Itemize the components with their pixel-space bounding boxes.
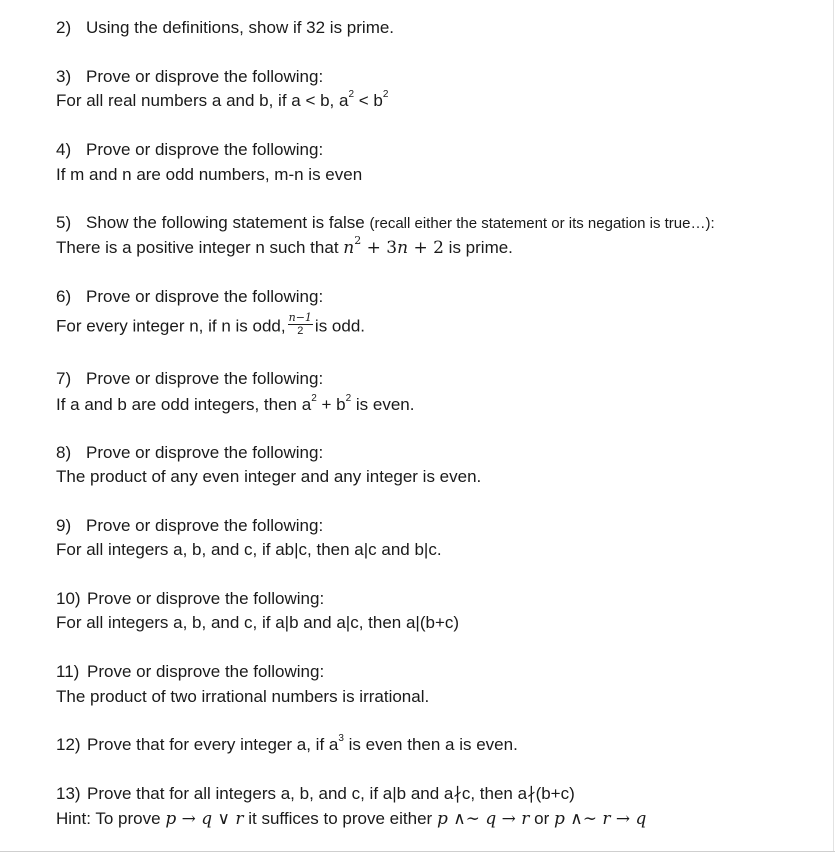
math-expression: p → q ∨ r — [165, 809, 244, 829]
problem-number: 11) — [56, 662, 80, 681]
problem-9-statement: For all integers a, b, and c, if ab|c, then a|c and b|c. — [56, 540, 442, 559]
problem-7-title — [56, 368, 323, 390]
exponent: 2 — [311, 393, 317, 405]
problem-number: 9) — [56, 516, 72, 535]
problem-number: 7) — [56, 369, 72, 388]
problem-6-title — [56, 286, 323, 308]
problem-12-title — [56, 734, 518, 756]
statement-text: + b — [316, 395, 346, 414]
statement-text: For every integer n, if n is odd, — [56, 316, 286, 336]
problem-text: Using the definitions, show if 32 is prime. — [86, 18, 395, 37]
exponent: 2 — [348, 89, 355, 101]
problem-7-statement — [56, 394, 414, 416]
problem-5-title — [56, 212, 715, 235]
problem-note: (recall either the statement or its negation is true…): — [369, 215, 715, 232]
statement-text: is prime. — [448, 238, 513, 257]
statement-text: If a and b are odd integers, then a — [56, 395, 312, 414]
problem-4-statement: If m and n are odd numbers, m-n is even — [56, 165, 363, 184]
problem-11-title — [56, 661, 324, 683]
problem-6-statement — [56, 311, 366, 340]
problem-8-statement: The product of any even integer and any integer is even. — [56, 467, 482, 486]
problem-13-hint — [56, 808, 646, 830]
statement-text: is odd. — [314, 316, 366, 336]
problem-3-statement — [56, 90, 388, 112]
problem-text: Prove or disprove the following: — [86, 287, 324, 306]
problem-text: Prove or disprove the following: — [86, 67, 324, 86]
statement-text: For all real numbers a and b, if a < b, a — [56, 91, 349, 110]
problem-text: Prove that for all integers a, b, and c, if a|b and a∤c, then a∤(b+c) — [87, 784, 575, 803]
math-expression: p ∧∼ q → r — [436, 809, 530, 829]
page-bottom-divider — [0, 851, 835, 852]
problem-3-title — [56, 66, 323, 88]
problem-text: Prove or disprove the following: — [86, 369, 324, 388]
problem-text: Prove or disprove the following: — [86, 443, 324, 462]
problem-4-title — [56, 139, 323, 161]
hint-text: Hint: To prove — [56, 809, 161, 828]
statement-text: < b — [354, 91, 383, 110]
problem-text: Show the following statement is false — [86, 213, 365, 232]
problem-text: Prove or disprove the following: — [87, 589, 325, 608]
problem-9-title — [56, 515, 323, 537]
problem-10-title — [56, 588, 324, 610]
problem-number: 8) — [56, 443, 72, 462]
math-expression: p ∧∼ r → q — [553, 809, 647, 829]
problem-5-statement — [56, 234, 513, 259]
statement-text: is even. — [351, 395, 415, 414]
exponent: 2 — [382, 89, 389, 101]
problem-text: Prove or disprove the following: — [87, 662, 325, 681]
problem-number: 13) — [56, 784, 81, 803]
problem-2-title — [56, 17, 394, 39]
problem-number: 2) — [56, 18, 72, 37]
statement-text: There is a positive integer n such that — [56, 238, 339, 257]
problem-number: 5) — [56, 213, 72, 232]
problem-10-statement: For all integers a, b, and c, if a|b and a|c, then a|(b+c) — [56, 613, 460, 632]
problem-text: Prove that for every integer a, if a — [87, 735, 339, 754]
problem-number: 12) — [56, 735, 81, 754]
problem-8-title — [56, 442, 323, 464]
problem-text: Prove or disprove the following: — [86, 140, 324, 159]
hint-text: or — [534, 809, 550, 828]
problem-number: 4) — [56, 140, 72, 159]
exponent: 3 — [338, 733, 344, 745]
exponent: 2 — [345, 393, 352, 405]
problem-text: is even then a is even. — [343, 735, 518, 754]
hint-text: it suffices to prove either — [248, 809, 433, 828]
problem-number: 3) — [56, 67, 72, 86]
page-right-edge — [833, 0, 834, 851]
problem-13-title — [56, 783, 575, 805]
problem-number: 10) — [56, 589, 81, 608]
problem-text: Prove or disprove the following: — [86, 516, 324, 535]
math-expression: $n^2 + 3n + 2$ — [343, 234, 444, 258]
problem-number: 6) — [56, 287, 72, 306]
problem-11-statement: The product of two irrational numbers is irrational. — [56, 687, 430, 706]
fraction: $\frac{n-1}{2}$ — [288, 311, 312, 337]
